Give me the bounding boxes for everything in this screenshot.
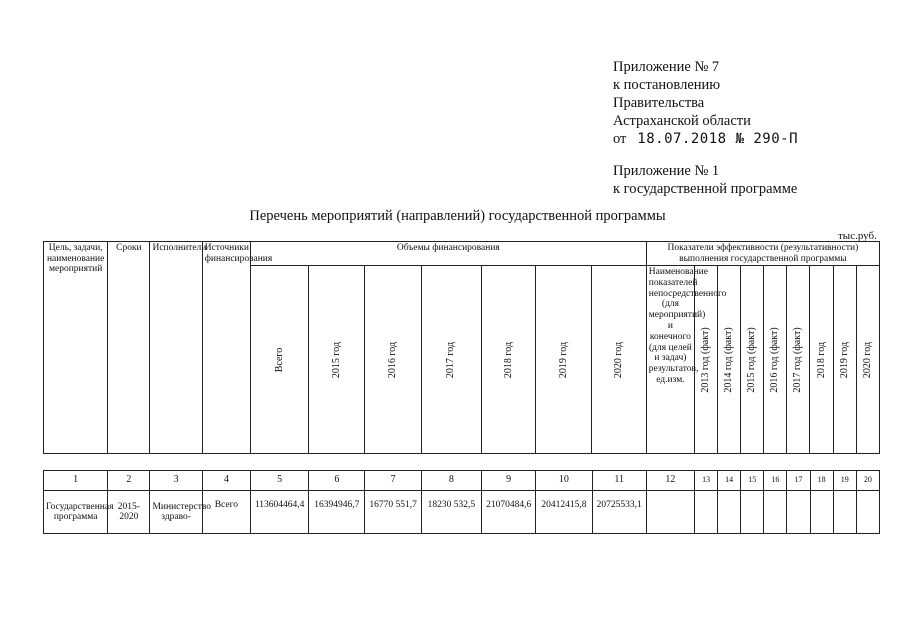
column-number: 9 xyxy=(482,471,536,491)
col-exec-header: Исполнители xyxy=(150,242,202,454)
column-number: 1 xyxy=(44,471,108,491)
row-value: 113604464,4 xyxy=(250,491,308,534)
indicator-year-header: 2019 год xyxy=(833,266,856,454)
row-goal: Государственная программа xyxy=(44,491,108,534)
row-empty-cell xyxy=(833,491,856,534)
column-number: 3 xyxy=(150,471,202,491)
column-number: 14 xyxy=(718,471,741,491)
column-number: 17 xyxy=(787,471,810,491)
year-header: 2016 год xyxy=(365,266,421,454)
document-title: Перечень мероприятий (направлений) государственной программы xyxy=(249,208,666,224)
column-number: 19 xyxy=(833,471,856,491)
appendix2-line: Приложение № 1 xyxy=(613,163,720,179)
column-number-row xyxy=(44,471,880,491)
year-header: 2015 год xyxy=(309,266,365,454)
appendix-block xyxy=(613,58,798,148)
appendix2-block xyxy=(613,162,797,198)
column-number: 10 xyxy=(536,471,592,491)
row-value: 16770 551,7 xyxy=(365,491,421,534)
row-empty-cell xyxy=(810,491,833,534)
col-goal-header: Цель, задачи, наименование мероприятий xyxy=(44,242,108,454)
row-empty-cell xyxy=(695,491,718,534)
appendix2-line: к государственной программе xyxy=(613,181,798,197)
indicator-year-header: 2013 год (факт) xyxy=(695,266,718,454)
unit-label: тыс.руб. xyxy=(838,230,877,242)
appendix-line: Правительства xyxy=(613,95,705,111)
data-table xyxy=(43,470,880,534)
column-number: 2 xyxy=(108,471,150,491)
column-number: 11 xyxy=(592,471,646,491)
year-header: 2018 год xyxy=(481,266,535,454)
column-number: 18 xyxy=(810,471,833,491)
indicator-year-header: 2017 год (факт) xyxy=(787,266,810,454)
col-terms-header: Сроки xyxy=(108,242,150,454)
col-source-header: Источники финансирования xyxy=(202,242,250,454)
row-source: Всего xyxy=(202,491,250,534)
row-terms: 2015-2020 xyxy=(108,491,150,534)
row-exec: Министерство здраво- xyxy=(150,491,202,534)
column-number: 5 xyxy=(250,471,308,491)
indicator-year-header: 2020 год xyxy=(856,266,879,454)
row-value: 21070484,6 xyxy=(482,491,536,534)
appendix-line: к постановлению xyxy=(613,77,721,93)
row-value: 20412415,8 xyxy=(536,491,592,534)
column-number: 20 xyxy=(856,471,879,491)
column-number: 8 xyxy=(421,471,481,491)
finance-group-header: Объемы финансирования xyxy=(250,242,646,266)
date-stamp: 18.07.2018 № 290-П xyxy=(637,131,798,147)
indicator-name-header: Наименование показателей непосредственного (для мероприятий) и конечного (для целей и задач) результатов, ед.изм. xyxy=(646,266,694,454)
year-header: 2020 год xyxy=(592,266,646,454)
year-header: 2019 год xyxy=(536,266,592,454)
row-empty-cell xyxy=(856,491,879,534)
date-prefix: от xyxy=(613,131,627,147)
indicator-year-header: 2018 год xyxy=(810,266,833,454)
header-table xyxy=(43,241,880,454)
row-empty-cell xyxy=(764,491,787,534)
row-value: 18230 532,5 xyxy=(421,491,481,534)
row-value: 16394946,7 xyxy=(309,491,365,534)
row-empty-cell xyxy=(718,491,741,534)
column-number: 12 xyxy=(646,471,694,491)
column-number: 6 xyxy=(309,471,365,491)
table-row xyxy=(44,491,880,534)
column-number: 13 xyxy=(695,471,718,491)
appendix-line: Приложение № 7 xyxy=(613,59,720,75)
appendix-line: Астраханской области xyxy=(613,113,751,129)
appendix-date-line xyxy=(613,130,798,148)
indicator-year-header: 2014 год (факт) xyxy=(718,266,741,454)
year-header: 2017 год xyxy=(421,266,481,454)
indicator-year-header: 2016 год (факт) xyxy=(764,266,787,454)
row-empty-cell xyxy=(741,491,764,534)
row-empty-cell xyxy=(787,491,810,534)
indicators-group-header: Показатели эффективности (результативности) выполнения государственной программы xyxy=(646,242,879,266)
year-header: Всего xyxy=(250,266,308,454)
column-number: 16 xyxy=(764,471,787,491)
row-empty-cell xyxy=(646,491,694,534)
indicator-year-header: 2015 год (факт) xyxy=(741,266,764,454)
column-number: 15 xyxy=(741,471,764,491)
column-number: 4 xyxy=(202,471,250,491)
column-number: 7 xyxy=(365,471,421,491)
row-value: 20725533,1 xyxy=(592,491,646,534)
